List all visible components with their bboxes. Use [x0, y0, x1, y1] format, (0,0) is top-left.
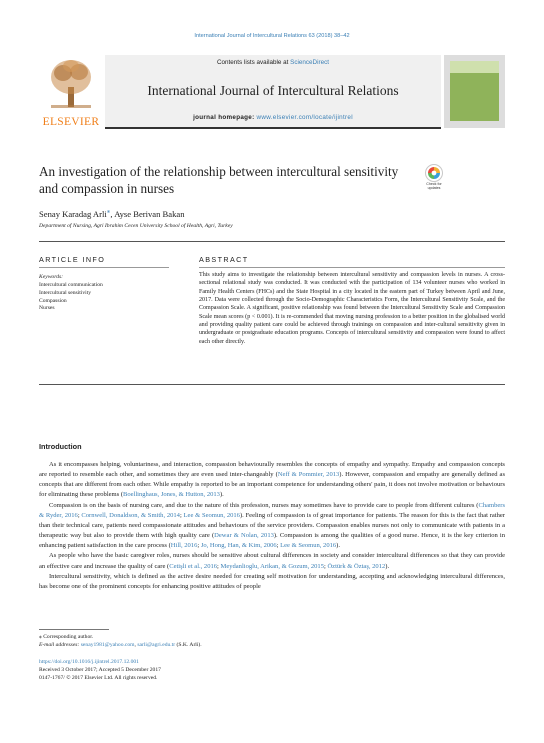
- citation-link[interactable]: Jo, Hong, Han, & Kim, 2006: [200, 542, 277, 550]
- email-separator: ,: [134, 642, 138, 648]
- copyright-line: 0147-1767/ © 2017 Elsevier Ltd. All rights reserved.: [39, 675, 158, 681]
- text-run: ;: [276, 542, 281, 550]
- paragraph: [39, 572, 505, 592]
- citation-link[interactable]: Boellinghaus, Jones, & Hutton, 2013: [123, 491, 220, 499]
- author-list: [39, 206, 185, 219]
- corresponding-author-mark[interactable]: ⁎: [106, 207, 111, 215]
- running-head[interactable]: International Journal of Intercultural Relations 63 (2018) 38–42: [194, 33, 350, 39]
- homepage-link[interactable]: www.elsevier.com/locate/ijintrel: [256, 114, 353, 121]
- article-title: An investigation of the relationship between intercultural sensitivity and compassion in nurses: [39, 164, 399, 196]
- tree-logo-icon: [49, 57, 93, 109]
- author-name[interactable]: Ayse Berivan Bakan: [114, 208, 185, 219]
- citation-link[interactable]: Lee & Seomun, 2016: [183, 511, 240, 519]
- citation-link[interactable]: Öztürk & Öztaş, 2012: [327, 562, 386, 570]
- keyword: Intercultural sensitivity: [39, 289, 92, 296]
- text-run: ;: [197, 542, 201, 550]
- text-run: ). However, compassion and empathy are generally defined as concepts that are different from each other. While empathy is reported to be an important competence for understanding others' pain, it does not involve motivation or behaviours for eliminating these problems (: [39, 471, 505, 499]
- text-run: ). Feeling of compassion is of great importance for patients. The reason for this is the fact that rather than their technical care, patients need compassionate attitudes and behaviours of the service providers. Compassion enables nurses not only to communicate with patients in a therapeutic way but also to provide them with high quality care (: [39, 511, 505, 540]
- journal-masthead: [39, 55, 505, 128]
- abstract-text: This study aims to investigate the relationship between intercultural sensitivity and compassion levels in nurses. A cross-sectional relational study was conducted. It was conducted with the participation of 134 volunteer nurses who worked in Family Health Centers (FHCs) and the State Hospital in a city located in the eastern part of Turkey between April and June, 2017. Data were collected through the Socio-Demographic Characteristics Form, the Intercultural Sensitivity Scale, and the Compassion Scale. A significant, positive relationship was found between the Intercultural Sensitivity Scale and Compassion Scale mean scores (p < 0.001). It is re-commended that moving nursing profession to a better position in the globalised world and providing quality patient care could be achieved through trainings on compassion and inter-cultural sensitivity given in undergraduate or postgraduate education programs. Concepts of intercultural sensitivity and compassion were found to affect each other directly.: [199, 272, 505, 345]
- author-name[interactable]: Senay Karadag Arli: [39, 208, 107, 219]
- updates-label: Check for updates: [426, 182, 442, 190]
- divider: [39, 267, 169, 268]
- citation-link[interactable]: Cornwell, Donaldson, & Smith, 2014: [81, 511, 180, 519]
- divider: [39, 241, 505, 242]
- keywords-label: Keywords:: [39, 274, 64, 280]
- email-label: E-mail addresses:: [39, 642, 81, 648]
- text-run: ;: [77, 511, 82, 519]
- citation-link[interactable]: Lee & Seomun, 2016: [280, 542, 337, 550]
- paragraph: [39, 551, 505, 571]
- publisher-name: ELSEVIER: [42, 116, 100, 128]
- text-run: As it encompasses helping, voluntariness, and interaction, compassion behaviourally resembles the concepts of empathy and sympathy. Empathy and compassion concepts are reported to resemble each other, and sometimes they are even used inter-changeably (: [39, 461, 505, 479]
- citation-link[interactable]: Chambers & Ryder, 2016: [39, 501, 505, 519]
- text-run: ).: [336, 542, 340, 550]
- text-run: ). Compassion is among the qualities of a good nurse. Hence, it is the key criterion in enhancing patient satisfaction in the care process (: [39, 532, 506, 550]
- text-run: ).: [219, 491, 224, 499]
- keyword: Intercultural communication: [39, 282, 103, 288]
- homepage-prefix: journal homepage:: [193, 114, 257, 121]
- author-separator: ,: [110, 208, 115, 219]
- journal-title: International Journal of Intercultural Relations: [147, 83, 399, 98]
- footnote-divider: [39, 629, 109, 630]
- text-run: ;: [323, 562, 328, 570]
- contents-prefix: Contents lists available at: [216, 59, 291, 66]
- paragraph: [39, 501, 505, 552]
- homepage-line: [105, 114, 441, 121]
- contents-line: [105, 59, 441, 66]
- cover-band: [450, 61, 499, 73]
- text-run: As people who have the basic caregiver roles, nurses should be sensitive about cultural differences in society and consider intercultural differences so that they can provide an effective care and increase the quality of care (: [39, 552, 505, 570]
- email-link[interactable]: sarli@agri.edu.tr: [137, 642, 176, 648]
- email-suffix: (S.K. Arli).: [175, 642, 202, 648]
- keyword-list: [39, 282, 103, 313]
- sciencedirect-link[interactable]: ScienceDirect: [290, 59, 329, 66]
- divider: [39, 384, 505, 385]
- divider: [199, 267, 505, 268]
- keyword: Compassion: [39, 297, 67, 304]
- section-heading-introduction: Introduction: [39, 442, 82, 451]
- elsevier-logo[interactable]: [39, 55, 103, 128]
- article-info-heading: ARTICLE INFO: [39, 255, 106, 264]
- email-link[interactable]: senay1981@yahoo.com: [80, 642, 135, 648]
- updates-icon: [421, 163, 447, 183]
- journal-cover-thumbnail[interactable]: [444, 55, 505, 128]
- citation-link[interactable]: Cetişli et al., 2016: [169, 562, 218, 570]
- masthead-box: [105, 55, 441, 129]
- text-run: ;: [217, 562, 221, 570]
- text-run: Intercultural sensitivity, which is defined as the active desire needed for creating self motivation for understanding, accepting and acknowledging intercultural differences, has become one of the prominent concepts for enhancing positive attitudes of people: [39, 572, 505, 590]
- abstract-heading: ABSTRACT: [199, 255, 249, 264]
- check-for-updates-badge[interactable]: [421, 163, 447, 195]
- publication-info: [39, 658, 161, 682]
- received-dates: Received 3 October 2017; Accepted 5 December 2017: [39, 667, 161, 673]
- author-affiliation: Department of Nursing, Agri Ibrahim Cecen University School of Health, Agri, Turkey: [39, 223, 233, 229]
- paragraph: [39, 460, 505, 501]
- citation-link[interactable]: Neff & Pommier, 2013: [277, 471, 340, 479]
- corresponding-author-note: ⁎ Corresponding author.: [39, 634, 94, 640]
- email-line: [39, 641, 202, 649]
- body-text: [39, 460, 505, 592]
- citation-link[interactable]: Meydanlioglu, Arikan, & Gozum, 2015: [220, 562, 324, 570]
- text-run: ).: [385, 562, 390, 570]
- doi-link[interactable]: https://doi.org/10.1016/j.ijintrel.2017.12.001: [39, 659, 139, 665]
- text-run: Compassion is on the basis of nursing care, and due to the nature of this profession, nurses may sometimes have to provide care to people from different cultures (: [49, 501, 479, 509]
- keyword: Nurses: [39, 305, 55, 312]
- text-run: ;: [179, 511, 184, 519]
- footnote: [39, 633, 202, 649]
- citation-link[interactable]: Dewar & Nolan, 2013: [214, 532, 274, 540]
- citation-link[interactable]: Hill, 2016: [170, 542, 198, 550]
